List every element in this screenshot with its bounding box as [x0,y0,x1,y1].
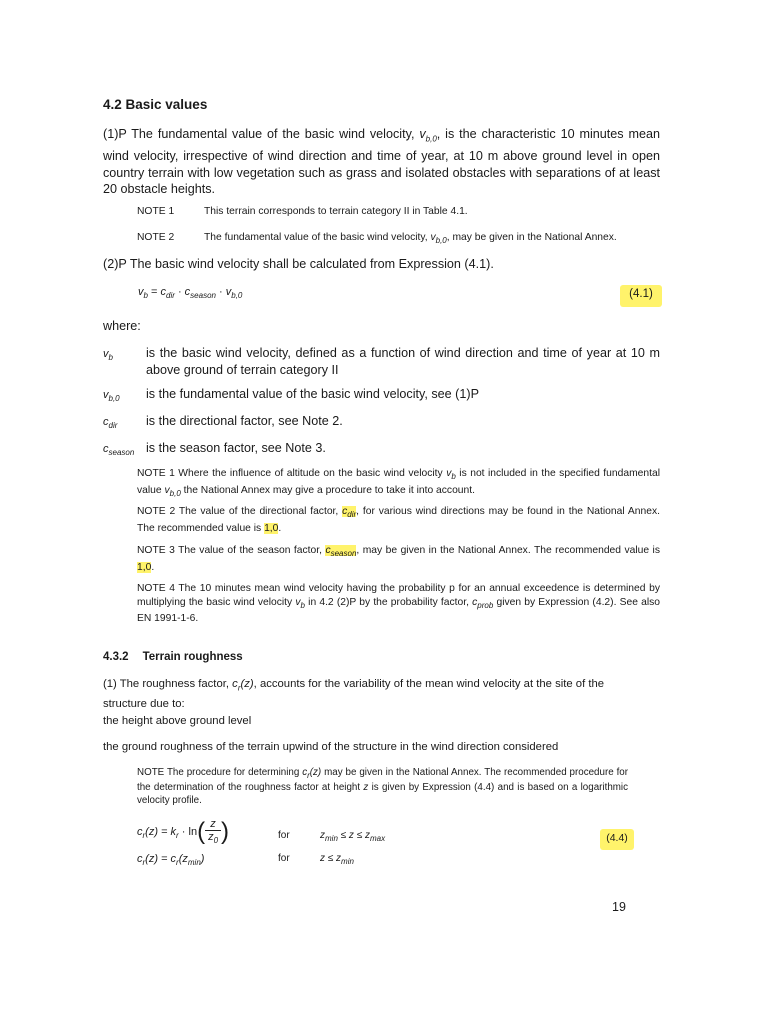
equation-4-4-line-1: $c_r(z) = k_r \cdot \ln$( $\frac{z}{z_0}$ ) [137,818,230,846]
equation-number-4-4: (4.4) [600,829,634,850]
def-symbol-cseason: $c_{season}$ [103,443,135,458]
equation-4-4-condition-2: $z \le z_{min}$ [320,853,354,866]
equation-4-4-line-2: $c_r(z) = c_r(z_{min})$ [137,853,205,868]
roughness-item-ground: the ground roughness of the terrain upwind of the structure in the wind direction considered [103,741,559,753]
roughness-item-height: the height above ground level [103,715,252,727]
page-number: 19 [612,900,626,914]
subsection-title: 4.3.2 Terrain roughness [103,651,243,663]
equation-4-4-for-2: for [278,853,290,864]
section-title: 4.2 Basic values [103,97,208,112]
def-text-vb0: is the fundamental value of the basic wind velocity, see (1)P [146,387,479,401]
equation-number-4-1: (4.1) [620,285,662,307]
where-label: where: [103,319,141,333]
equation-4-4-condition-1: $z_{min} \le z \le z_{max}$ [320,830,386,843]
paragraph-fundamental-value: (1)P The fundamental value of the basic wind velocity, $v_{b,0}$, is the characteristic 10 minutes mean wind velocity, irrespective of wind direction and time of year, at 10 m above ground level in open country terrain with low vegetation such as grass and isolated obstacles with separations of at least 20 obstacle heights. [103,127,660,197]
note-altitude: NOTE 1 Where the influence of altitude on the basic wind velocity $v_b$ is not included in the specified fundamental value $v_{b,0}$ the National Annex may give a procedure to take it into account. [137,468,660,498]
note-2-text: The fundamental value of the basic wind velocity, $v_{b,0}$, may be given in the National Annex. [204,232,617,246]
note-season-factor: NOTE 3 The value of the season factor, $c_{season}$, may be given in the National Annex. The recommended value is 1,0. [137,545,660,573]
note-2-label: NOTE 2 [137,232,175,243]
def-text-vb: is the basic wind velocity, defined as a function of wind direction and time of year at 10 m above ground of terrain category II [146,346,660,377]
def-symbol-vb0: $v_{b,0}$ [103,389,120,404]
def-text-cseason: is the season factor, see Note 3. [146,441,326,455]
def-symbol-vb: $v_b$ [103,348,113,363]
highlight-recommended-cseason: 1,0 [137,561,152,573]
equation-4-1: $v_b = c_{dir} \cdot c_{season} \cdot v_{b,0}$ [138,286,243,301]
paragraph-basic-wind-velocity: (2)P The basic wind velocity shall be calculated from Expression (4.1). [103,257,494,271]
note-1-label: NOTE 1 [137,206,175,217]
note-probability: NOTE 4 The 10 minutes mean wind velocity having the probability p for an annual exceedence is determined by multiplying the basic wind velocity $v_b$ in 4.2 (2)P by the probability factor, $c_{prob}$ given by Expression (4.2). See also EN 1991-1-6. [137,583,660,625]
paragraph-roughness-factor: (1) The roughness factor, $c_r(z)$, accounts for the variability of the mean wind velocity at the site of the structure due to: [103,678,605,711]
note-directional-factor: NOTE 2 The value of the directional factor, $c_{dir}$, for various wind directions may be found in the National Annex. The recommended value is 1,0. [137,506,660,534]
equation-4-4-for-1: for [278,830,290,841]
note-roughness-procedure: NOTE The procedure for determining $c_r(z)$ may be given in the National Annex. The recommended procedure for the determination of the roughness factor at height z is given by Expression (4.4) and is based on a logarithmic velocity profile. [137,767,629,806]
highlight-recommended-cdir: 1,0 [264,522,279,534]
note-1-text: This terrain corresponds to terrain category II in Table 4.1. [204,206,468,217]
def-text-cdir: is the directional factor, see Note 2. [146,414,343,428]
def-symbol-cdir: $c_{dir}$ [103,416,118,431]
